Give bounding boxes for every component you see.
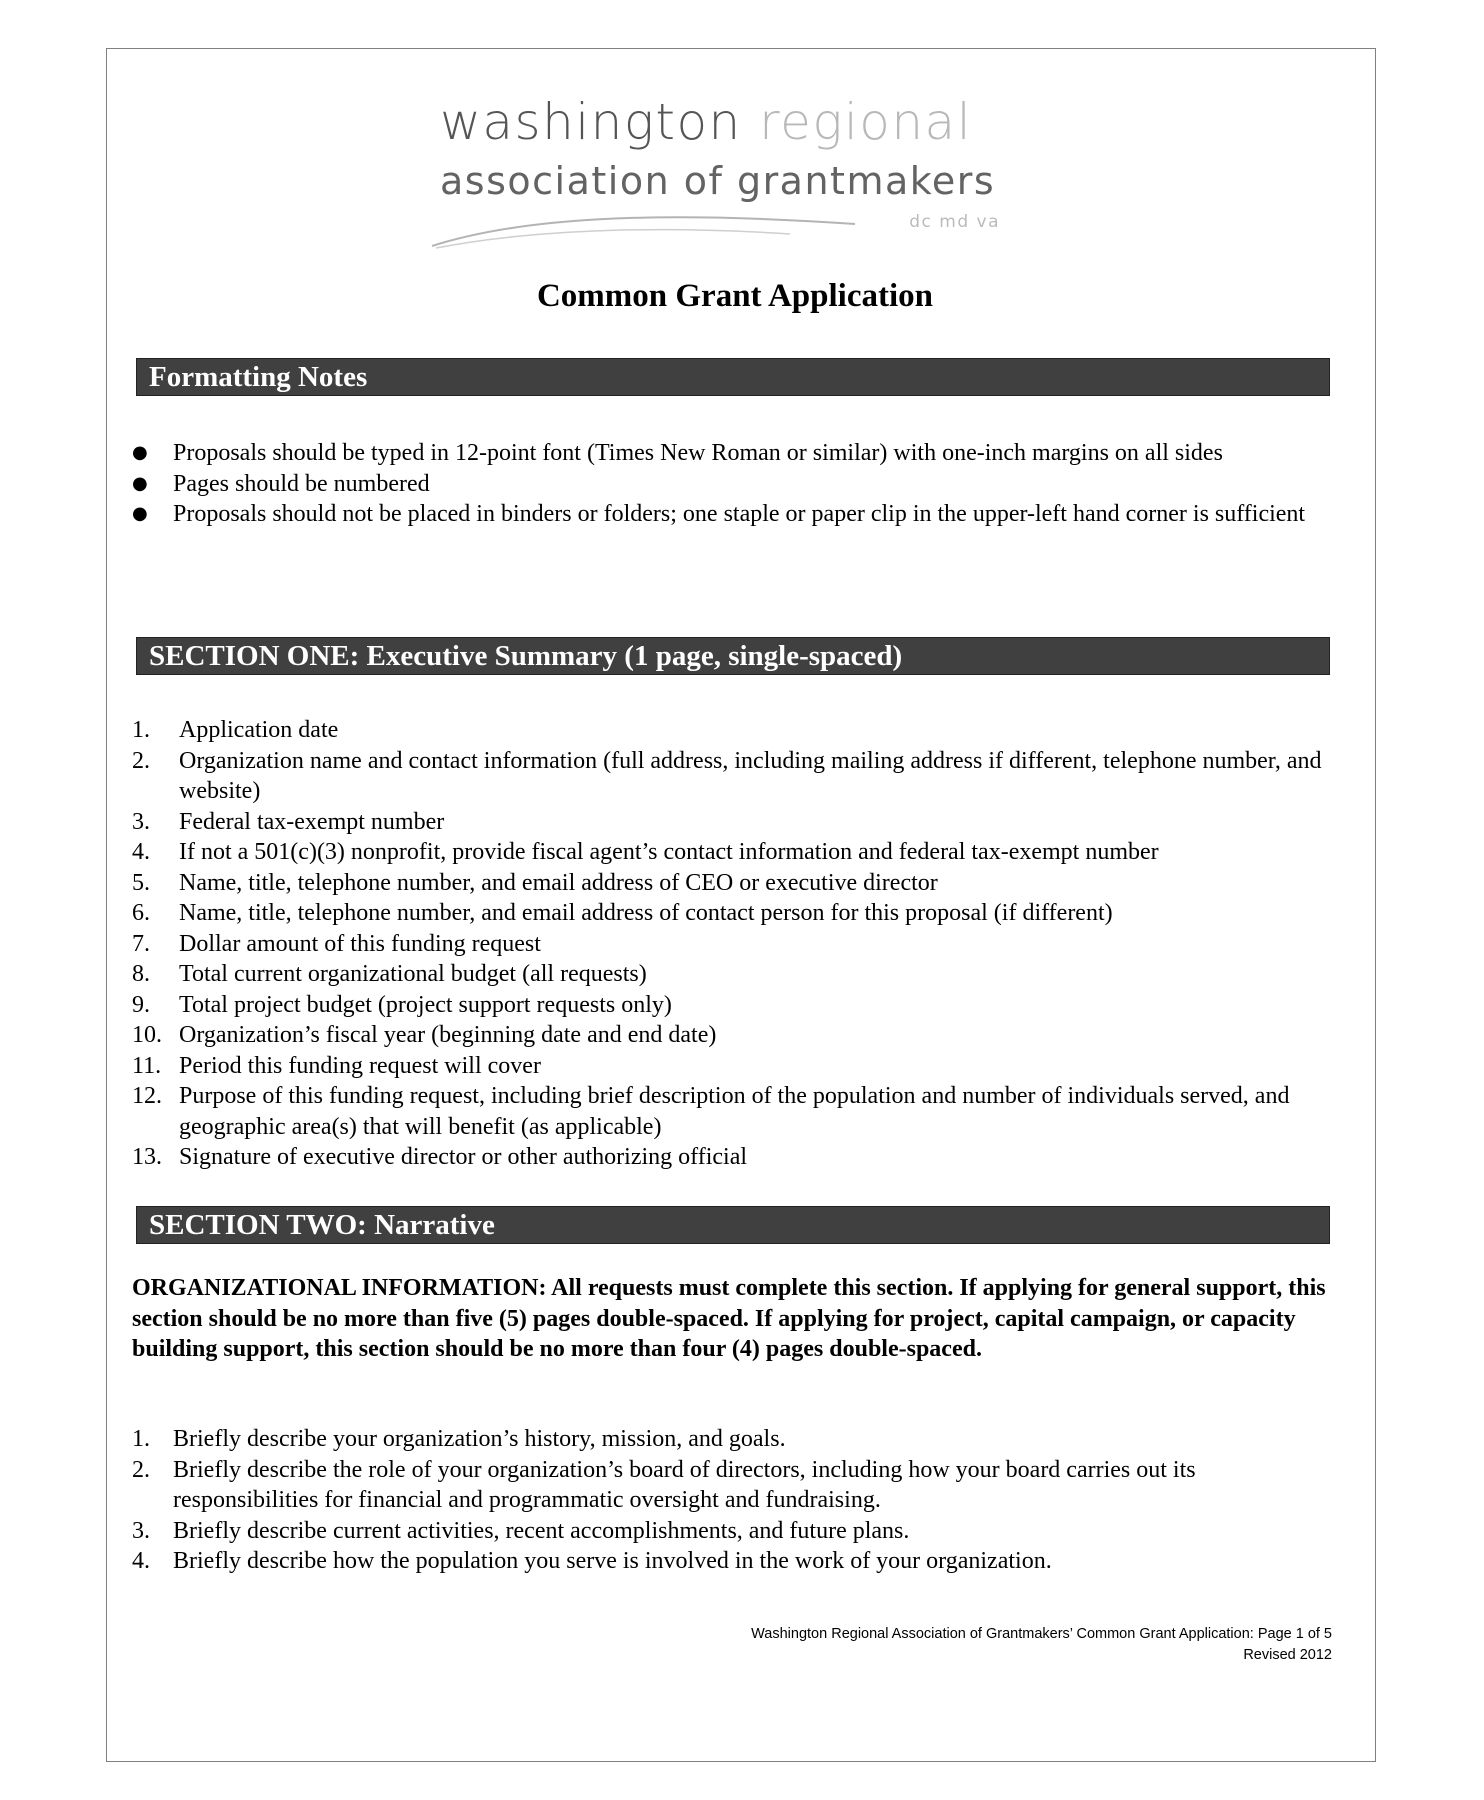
item-number: 9. bbox=[132, 991, 150, 1018]
document-title: Common Grant Application bbox=[536, 278, 934, 314]
list-item bbox=[132, 1516, 1342, 1547]
list-item bbox=[132, 1142, 1342, 1173]
item-number: 10. bbox=[132, 1022, 162, 1048]
item-number: 8. bbox=[132, 961, 150, 987]
list-item bbox=[132, 469, 1342, 500]
list-item-text: Briefly describe how the population you serve is involved in the work of your organization. bbox=[173, 1548, 1052, 1574]
section-one-list bbox=[132, 715, 1342, 1173]
item-number: 12. bbox=[132, 1083, 162, 1109]
list-item-text: If not a 501(c)(3) nonprofit, provide fiscal agent’s contact information and federal tax-exempt number bbox=[179, 839, 1159, 865]
list-item bbox=[132, 837, 1342, 868]
bullet-icon: ● bbox=[132, 503, 148, 524]
list-item bbox=[132, 715, 1342, 746]
list-item bbox=[132, 746, 1342, 807]
list-item-text: Total project budget (project support requests only) bbox=[179, 991, 672, 1018]
list-item-text: Application date bbox=[179, 717, 339, 743]
list-item bbox=[132, 807, 1342, 838]
footer-revision: Revised 2012 bbox=[1243, 1647, 1332, 1663]
item-number: 1. bbox=[132, 1426, 150, 1452]
list-item-text: Organization name and contact information (full address, including mailing address if different, telephone number, and website) bbox=[179, 747, 1322, 804]
logo-word-washington: washington bbox=[440, 93, 742, 151]
section-two-list bbox=[132, 1424, 1342, 1577]
list-item-text: Period this funding request will cover bbox=[179, 1052, 541, 1079]
list-item-text: Signature of executive director or other authorizing official bbox=[179, 1144, 748, 1170]
item-number: 4. bbox=[132, 839, 150, 865]
logo-swoosh-icon bbox=[430, 210, 860, 250]
item-number: 5. bbox=[132, 869, 150, 896]
list-item bbox=[132, 1546, 1342, 1577]
list-item-text: Federal tax-exempt number bbox=[179, 808, 445, 835]
item-number: 3. bbox=[132, 808, 150, 835]
list-item bbox=[132, 868, 1342, 899]
list-item-text: Organization’s fiscal year (beginning date and end date) bbox=[179, 1022, 717, 1048]
list-item bbox=[132, 1455, 1342, 1516]
item-number: 6. bbox=[132, 900, 150, 926]
list-item bbox=[132, 438, 1342, 469]
list-item-text: Proposals should not be placed in binders or folders; one staple or paper clip in the upper-left hand corner is sufficient bbox=[173, 501, 1306, 527]
list-item-text: Briefly describe the role of your organization’s board of directors, including how your board carries out its responsibilities for financial and programmatic oversight and fundraising. bbox=[173, 1456, 1196, 1513]
item-number: 11. bbox=[132, 1052, 162, 1079]
list-item bbox=[132, 929, 1342, 960]
item-number: 13. bbox=[132, 1144, 162, 1170]
list-item bbox=[132, 1424, 1342, 1455]
item-number: 4. bbox=[132, 1548, 150, 1574]
logo-line-2: association of grantmakers bbox=[440, 159, 996, 203]
bullet-icon: ● bbox=[132, 472, 148, 494]
logo-line-1 bbox=[440, 92, 972, 152]
list-item bbox=[132, 898, 1342, 929]
logo-tagline: dc md va bbox=[909, 212, 1000, 232]
list-item bbox=[132, 1051, 1342, 1082]
formatting-notes-heading: Formatting Notes bbox=[136, 358, 1330, 396]
section-two-heading: SECTION TWO: Narrative bbox=[136, 1206, 1330, 1244]
list-item bbox=[132, 959, 1342, 990]
footer-page-info: Washington Regional Association of Grantmakers’ Common Grant Application: Page 1 of 5 bbox=[751, 1626, 1332, 1642]
list-item-text: Dollar amount of this funding request bbox=[179, 930, 541, 957]
page-footer bbox=[751, 1624, 1332, 1666]
list-item-text: Total current organizational budget (all requests) bbox=[179, 961, 647, 987]
organizational-information-intro: ORGANIZATIONAL INFORMATION: All requests must complete this section. If applying for general support, this section should be no more than five (5) pages double-spaced. If applying for project, capital campaign, or capacity building support, this section should be no more than four (4) pages double-spaced. bbox=[132, 1275, 1326, 1362]
logo-word-regional: regional bbox=[759, 93, 973, 151]
list-item-text: Name, title, telephone number, and email address of CEO or executive director bbox=[179, 869, 938, 896]
list-item-text: Purpose of this funding request, including brief description of the population and number of individuals served, and geographic area(s) that will benefit (as applicable) bbox=[179, 1083, 1290, 1140]
item-number: 1. bbox=[132, 717, 150, 743]
item-number: 7. bbox=[132, 930, 150, 957]
formatting-notes-list bbox=[132, 438, 1342, 530]
list-item-text: Briefly describe current activities, recent accomplishments, and future plans. bbox=[173, 1517, 910, 1544]
organization-logo bbox=[430, 92, 1010, 257]
list-item-text: Pages should be numbered bbox=[173, 470, 430, 497]
list-item-text: Name, title, telephone number, and email address of contact person for this proposal (if different) bbox=[179, 900, 1113, 926]
bullet-icon: ● bbox=[132, 442, 148, 463]
list-item bbox=[132, 1020, 1342, 1051]
item-number: 2. bbox=[132, 747, 150, 774]
list-item bbox=[132, 499, 1342, 530]
section-one-heading: SECTION ONE: Executive Summary (1 page, single-spaced) bbox=[136, 637, 1330, 675]
list-item-text: Briefly describe your organization’s history, mission, and goals. bbox=[173, 1426, 786, 1452]
item-number: 2. bbox=[132, 1456, 150, 1483]
list-item bbox=[132, 990, 1342, 1021]
list-item bbox=[132, 1081, 1342, 1142]
list-item-text: Proposals should be typed in 12-point font (Times New Roman or similar) with one-inch margins on all sides bbox=[173, 440, 1223, 466]
item-number: 3. bbox=[132, 1517, 150, 1544]
